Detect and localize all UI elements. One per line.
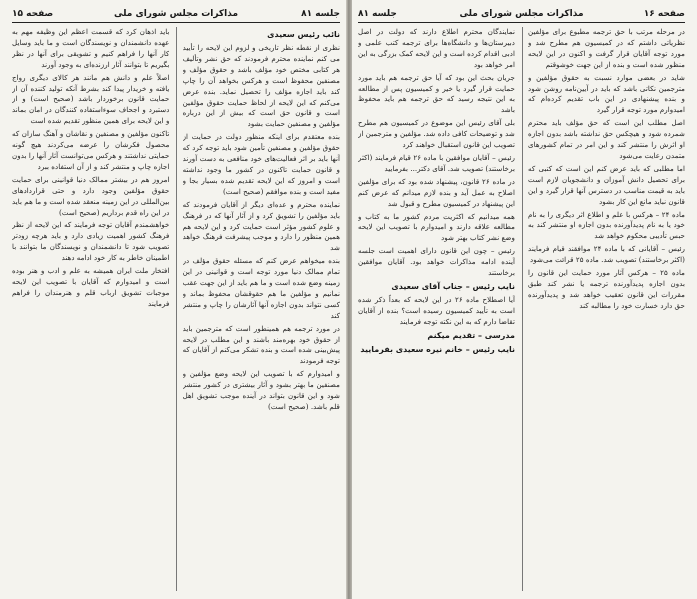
paragraph: جریان بحث این بود که آیا حق ترجمه هم باید مورد حمایت قرار گیرد یا خیر و کمیسیون پس از مطالعه به این نتیجه رسید که حق ترجمه هم باید محفوظ باشد: [358, 72, 515, 115]
left-page: [6, 0, 346, 599]
paragraph: ماده ۲۴ – هرکس با علم و اطلاع اثر دیگری را به نام خود یا به نام پدیدآورنده بدون اجازه او منتشر کند به حبس تأدیبی محکوم خواهد شد: [528, 209, 685, 241]
paragraph: بلی آقای رئیس این موضوع در کمیسیون هم مطرح شد و توضیحات کافی داده شد. مؤلفین و مترجمین از تصویب این قانون استقبال خواهند کرد: [358, 118, 515, 150]
right-column: [528, 27, 685, 593]
left-column: [12, 27, 169, 593]
left-column: [358, 27, 515, 593]
paragraph: امروز هم در بیشتر ممالک دنیا قوانینی برای حمایت حقوق مؤلفین وجود دارد و حتی قراردادهای بین‌المللی در این زمینه منعقد شده است و ما هم باید در این راه قدم برداریم (صحیح است): [12, 174, 170, 217]
paragraph: خواهشمندم آقایان توجه فرمایند که این لایحه از نظر فرهنگ کشور اهمیت زیادی دارد و باید هرچه زودتر تصویب شود تا دانشمندان و نویسندگان ما بتوانند با اطمینان خاطر به کار خود ادامه دهند: [12, 220, 170, 263]
paragraph: بنده معتقدم برای اینکه منظور دولت در حمایت از حقوق مؤلفین و مصنفین تأمین شود باید توجه کرد که آنها باید بر اثر فعالیت‌های خود منافعی به دست آورند و قانون حمایت تاکنون در کشور ما وجود نداشته است و امروز که این لایحه تقدیم شده بسیار بجا و مفید است و بنده موافقم (صحیح است): [182, 132, 340, 196]
speaker-name: نایب رئیس – خانم نیره سعیدی بفرمایید: [360, 344, 515, 354]
page-header-title: مذاکرات مجلس شورای ملی: [113, 9, 239, 19]
paragraph: اصلاً علم و دانش هم مانند هر کالای دیگری رواج یافته و خریدار پیدا کند بشرط آنکه تولید کننده آن از حمایت قانون برخوردار باشد (صحیح است) و از دستبرد و اجحاف سوءاستفاده کنندگان در امان بماند و این لایحه برای همین منظور تقدیم شده است: [12, 72, 170, 126]
paragraph: رئیس – آقایان موافقین با ماده ۲۶ قیام فرمایند (اکثر برخاستند) تصویب شد. آقای دکتر... بفرمایید: [358, 152, 515, 173]
paragraph: در مورد ترجمه هم همینطور است که مترجمین باید از حقوق خود بهره‌مند باشند و این مطلب در لایحه پیش‌بینی شده است و بنده تشکر می‌کنم از آقایان که توجه فرمودند: [182, 323, 340, 366]
page-number: صفحه ۱۵: [12, 9, 54, 19]
text-columns: [12, 27, 340, 593]
page-header: [12, 8, 340, 23]
paragraph: نمایندگان محترم اطلاع دارند که دولت در اصل دبیرستان‌ها و دانشگاه‌ها برای ترجمه کتب علمی و ادبی اقدام کرده است و این لایحه کمک بزرگی به این امر خواهد بود: [358, 27, 515, 69]
speaker-name: مدرسی – تقدیم میکنم: [427, 330, 515, 340]
text-columns: [358, 27, 685, 593]
page-header: [358, 8, 685, 23]
paragraph: اصل مطلب این است که حق مؤلف باید محترم شمرده شود و هیچکس حق نداشته باشد بدون اجازه او اثرش را منتشر کند و این امر در تمام کشورهای متمدن رعایت می‌شود: [528, 118, 685, 160]
paragraph: نظری از نقطه نظر تاریخی و لزوم این لایحه را تأیید می کنم نماینده محترم فرمودند که حق نشر وتألیف هر کتابی مختص خود مؤلف باشد و حقوق مؤلف و مصنفین محفوظ است و هرکس بخواهد آن را چاپ کند باید اجازه مؤلف را تحصیل نماید. بنده عرض می‌کنم که این لایحه از لحاظ حمایت حقوق مؤلفین است و قانون حق است که بیش از این درباره مؤلفین و مصنفین حمایت بشود: [182, 43, 340, 129]
paragraph: شاید در بعضی موارد نسبت به حقوق مؤلفین و مترجمین نکاتی باشد که باید در آیین‌نامه روشن شود و بنده پیشنهادی در این باب تقدیم کرده‌ام که امیدوارم مورد توجه قرار گیرد: [528, 72, 685, 115]
paragraph: همه میدانیم که اکثریت مردم کشور ما به کتاب و مطالعه علاقه دارند و امیدوارم با تصویب این لایحه وضع نشر کتاب بهتر شود: [358, 211, 515, 243]
paragraph: در مرحله مرتب با حق ترجمه مطبوع برای مؤلفین نظریاتی داشتم که در کمیسیون هم مطرح شد و مورد توجه آقایان قرار گرفت و اکنون در این لایحه منظور شده است و بنده از این جهت خوشوقتم: [528, 27, 685, 69]
paragraph: آیا اصطلاح ماده ۲۶ در این لایحه که بعداً ذکر شده است به تأیید کمیسیون رسیده است؟ بنده از آقایان تقاضا دارم که به این نکته توجه فرمایند: [358, 294, 515, 326]
paragraph: بنده میخواهم عرض کنم که مسئله حقوق مؤلف در تمام ممالک دنیا مورد توجه است و قوانینی در این زمینه وضع شده است و ما هم باید از این جهت عقب نمانیم و مؤلفین ما هم حقوقشان محفوظ بماند و کسی نتواند بدون اجازه آنها آثارشان را چاپ و منتشر کند: [182, 256, 340, 320]
session-label: جلسه ۸۱: [358, 9, 397, 19]
right-column: [183, 27, 340, 593]
paragraph: تاکنون مؤلفین و مصنفین و نقاشان و آهنگ سازان که محصول فکرشان را عرضه می‌کردند هیچ گونه حمایتی نداشتند و هرکس می‌توانست آثار آنها را بدون اجازه چاپ و منتشر کند و از آن استفاده ببرد: [12, 129, 170, 171]
paragraph: رئیس – آقایانی که با ماده ۲۴ موافقند قیام فرمایند (اکثر برخاستند) تصویب شد. ماده ۲۵ قرائت می‌شود: [528, 244, 685, 265]
paragraph: رئیس – چون این قانون دارای اهمیت است جلسه آینده ادامه مذاکرات خواهد بود. آقایان موافقین برخاستند: [358, 246, 515, 278]
paragraph: ماده ۲۵ – هرکس آثار مورد حمایت این قانون را بدون اجازه پدیدآورنده ترجمه یا نشر کند طبق مقررات این قانون تعقیب خواهد شد و پدیدآورنده حق دارد خسارت خود را مطالبه کند: [528, 268, 685, 310]
speaker-name: نائب رئیس سعیدی: [267, 30, 340, 39]
page-header-title: مذاکرات مجلس شورای ملی: [459, 9, 584, 19]
paragraph: افتخار ملت ایران همیشه به علم و ادب و هنر بوده است و امیدوارم که آقایان با تصویب این لایحه موجبات تشویق ارباب قلم و هنرمندان را فراهم فرمایند: [12, 266, 170, 308]
speaker-name: نایب رئیس – جناب آقای سعیدی: [391, 281, 515, 291]
paragraph: و امیدوارم که با تصویب این لایحه وضع مؤلفین و مصنفین ما بهتر بشود و آثار بیشتری در کشور منتشر شود و این قانون بتواند در آینده موجب تشویق اهل قلم باشد. (صحیح است): [182, 369, 340, 411]
paragraph: نماینده محترم و عده‌ای دیگر از آقایان فرمودند که باید مؤلفین را تشویق کرد و از آثار آنها که در فرهنگ و علوم کشور مؤثر است حمایت کرد و این لایحه هم همین منظور را دارد و موجب پیشرفت فرهنگ خواهد شد: [182, 199, 340, 253]
paragraph: در ماده ۲۶ قانون، پیشنهاد شده بود که برای مؤلفین اصلاح به عمل آید و بنده لازم میدانم که عرض کنم این پیشنهاد در کمیسیون مطرح و قبول شد: [358, 176, 515, 208]
right-page: [352, 0, 691, 599]
page-number: صفحه ۱۶: [643, 9, 685, 19]
paragraph: اما مطلبی که باید عرض کنم این است که کتبی که برای تحصیل دانش آموزان و دانشجویان لازم است باید به قیمت مناسب در دسترس آنها قرار گیرد و این قانون نباید مانع این کار بشود: [528, 163, 685, 206]
paragraph: باید اذهان کرد که قسمت اعظم این وظیفه مهم به عهده دانشمندان و نویسندگان است و ما باید وسایل کار آنها را فراهم کنیم و تشویقی برای آنها در نظر بگیریم تا بتوانند آثار ارزنده‌ای به وجود آورند: [12, 27, 170, 69]
session-label: جلسه ۸۱: [301, 9, 340, 19]
